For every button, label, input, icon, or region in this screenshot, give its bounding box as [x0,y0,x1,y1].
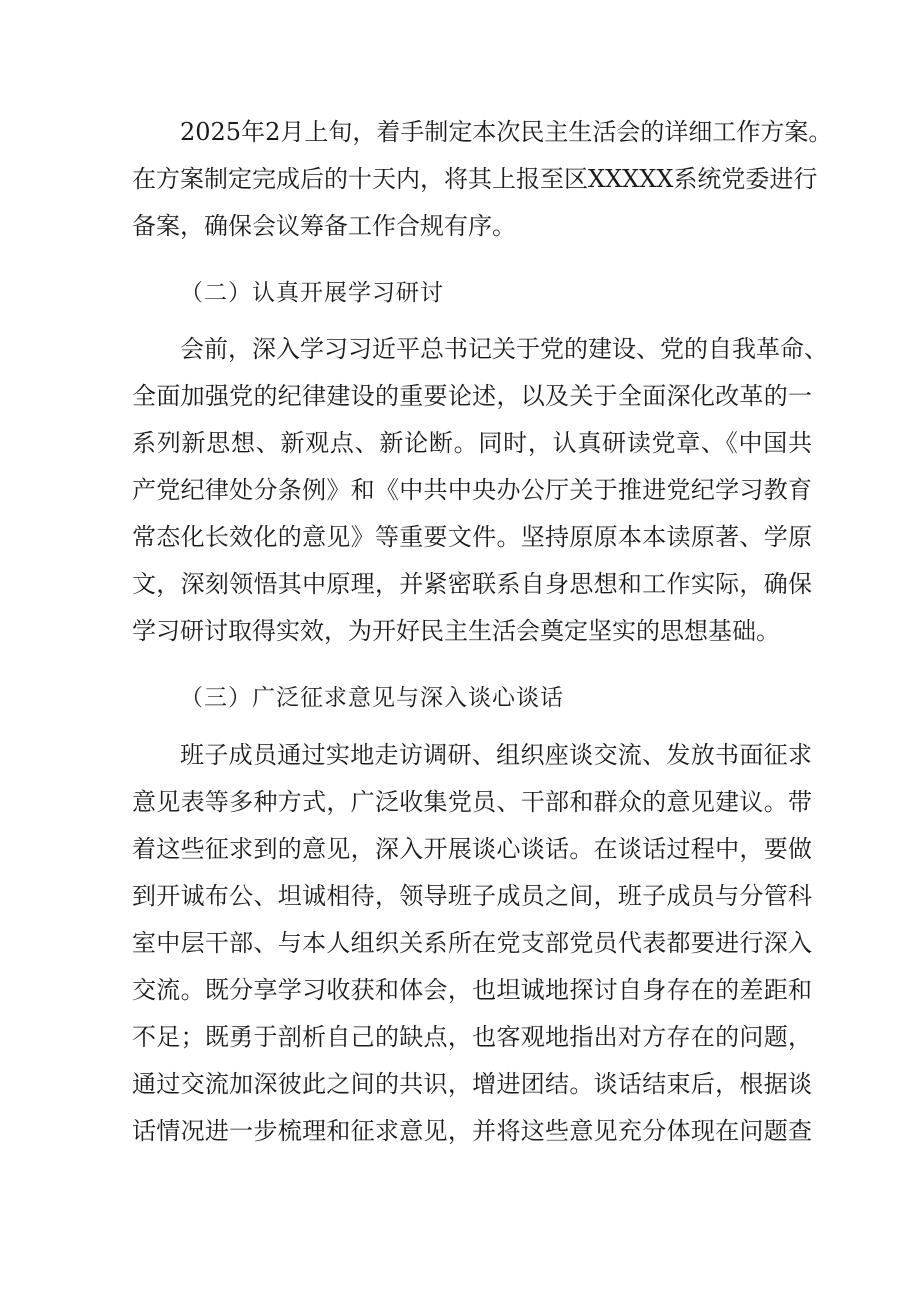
para3-line-7: 不足；既勇于剖析自己的缺点，也客观地指出对方存在的问题， [132,1023,812,1051]
para1-line-3: 备案，确保会议筹备工作合规有序。 [132,212,516,240]
para3-line-3: 着这些征求到的意见，深入开展谈心谈话。在谈话过程中，要做 [132,835,812,863]
para3-line-8: 通过交流加深彼此之间的共识，增进团结。谈话结束后，根据谈 [132,1070,812,1098]
para3-line-4: 到开诚布公、坦诚相待，领导班子成员之间，班子成员与分管科 [132,882,812,910]
para3-line-1: 班子成员通过实地走访调研、组织座谈交流、发放书面征求 [180,741,812,769]
para2-line-4: 产党纪律处分条例》和《中共中央办公厅关于推进党纪学习教育 [132,476,812,504]
para3-line-5: 室中层干部、与本人组织关系所在党支部党员代表都要进行深入 [132,929,812,957]
para2-line-7: 学习研讨取得实效，为开好民主生活会奠定坚实的思想基础。 [132,617,780,645]
para3-line-9: 话情况进一步梳理和征求意见，并将这些意见充分体现在问题查 [132,1117,812,1145]
para2-line-3: 系列新思想、新观点、新论断。同时，认真研读党章、《中国共 [132,429,812,457]
para2-line-1: 会前，深入学习习近平总书记关于党的建设、党的自我革命、 [180,335,828,363]
para1-line-1: 2025年2月上旬，着手制定本次民主生活会的详细工作方案。 [180,118,833,146]
para2-line-2: 全面加强党的纪律建设的重要论述，以及关于全面深化改革的一 [132,382,812,410]
para1-line-2: 在方案制定完成后的十天内，将其上报至区XXXXX系统党委进行 [132,165,818,193]
section-heading-3: （三）广泛征求意见与深入谈心谈话 [180,685,564,711]
para3-line-2: 意见表等多种方式，广泛收集党员、干部和群众的意见建议。带 [132,788,812,816]
para2-line-6: 文，深刻领悟其中原理，并紧密联系自身思想和工作实际，确保 [132,570,812,598]
para3-line-6: 交流。既分享学习收获和体会，也坦诚地探讨自身存在的差距和 [132,976,812,1004]
section-heading-2: （二）认真开展学习研讨 [180,280,444,306]
para2-line-5: 常态化长效化的意见》等重要文件。坚持原原本本读原著、学原 [132,523,812,551]
